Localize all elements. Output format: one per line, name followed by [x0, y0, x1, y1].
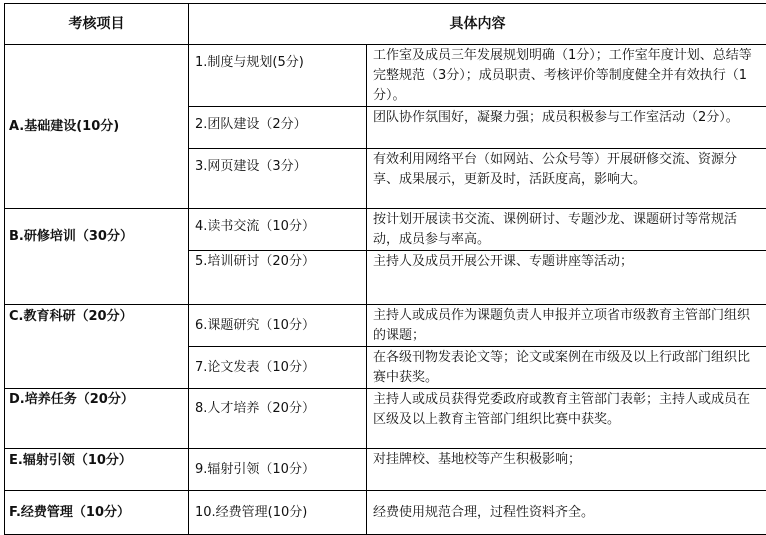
item-desc: 按计划开展读书交流、课例研讨、专题沙龙、课题研讨等常规活动，成员参与率高。: [367, 209, 766, 251]
table-row: [5, 389, 766, 449]
table-row: [5, 491, 766, 535]
table-row: [5, 305, 766, 347]
item-desc: 经费使用规范合理，过程性资料齐全。: [367, 491, 766, 535]
category-f: F.经费管理（10分）: [5, 491, 189, 535]
item-name: 8.人才培养（20分）: [189, 389, 367, 449]
category-d: D.培养任务（20分）: [5, 389, 189, 449]
category-b: B.研修培训（30分）: [5, 209, 189, 305]
item-desc: 有效利用网络平台（如网站、公众号等）开展研修交流、资源分享、成果展示，更新及时，活跃度高，影响大。: [367, 149, 766, 209]
item-name: 2.团队建设（2分）: [189, 107, 367, 149]
item-name: 4.读书交流（10分）: [189, 209, 367, 251]
item-name: 10.经费管理(10分): [189, 491, 367, 535]
item-desc: 在各级刊物发表论文等；论文或案例在市级及以上行政部门组织比赛中获奖。: [367, 347, 766, 389]
table-row: [5, 45, 766, 107]
item-desc: 工作室及成员三年发展规划明确（1分）；工作室年度计划、总结等完整规范（3分）；成员职责、考核评价等制度健全并有效执行（1分）。: [367, 45, 766, 107]
item-name: 3.网页建设（3分）: [189, 149, 367, 209]
item-desc: 主持人或成员获得党委政府或教育主管部门表彰；主持人或成员在区级及以上教育主管部门组织比赛中获奖。: [367, 389, 766, 449]
evaluation-table: [4, 3, 766, 535]
item-name: 5.培训研讨（20分）: [189, 251, 367, 305]
table-row: [5, 449, 766, 491]
item-desc: 主持人及成员开展公开课、专题讲座等活动；: [367, 251, 766, 305]
item-desc: 团队协作氛围好，凝聚力强；成员积极参与工作室活动（2分）。: [367, 107, 766, 149]
category-c: C.教育科研（20分）: [5, 305, 189, 389]
item-name: 6.课题研究（10分）: [189, 305, 367, 347]
item-name: 9.辐射引领（10分）: [189, 449, 367, 491]
header-item: 考核项目: [5, 4, 189, 45]
item-name: 7.论文发表（10分）: [189, 347, 367, 389]
table-row: [5, 209, 766, 251]
item-desc: 主持人或成员作为课题负责人申报并立项省市级教育主管部门组织的课题；: [367, 305, 766, 347]
item-desc: 对挂牌校、基地校等产生积极影响；: [367, 449, 766, 491]
header-content: 具体内容: [189, 4, 766, 45]
category-e: E.辐射引领（10分）: [5, 449, 189, 491]
item-name: 1.制度与规划(5分): [189, 45, 367, 107]
header-row: [5, 4, 766, 45]
category-a: A.基础建设(10分): [5, 45, 189, 209]
